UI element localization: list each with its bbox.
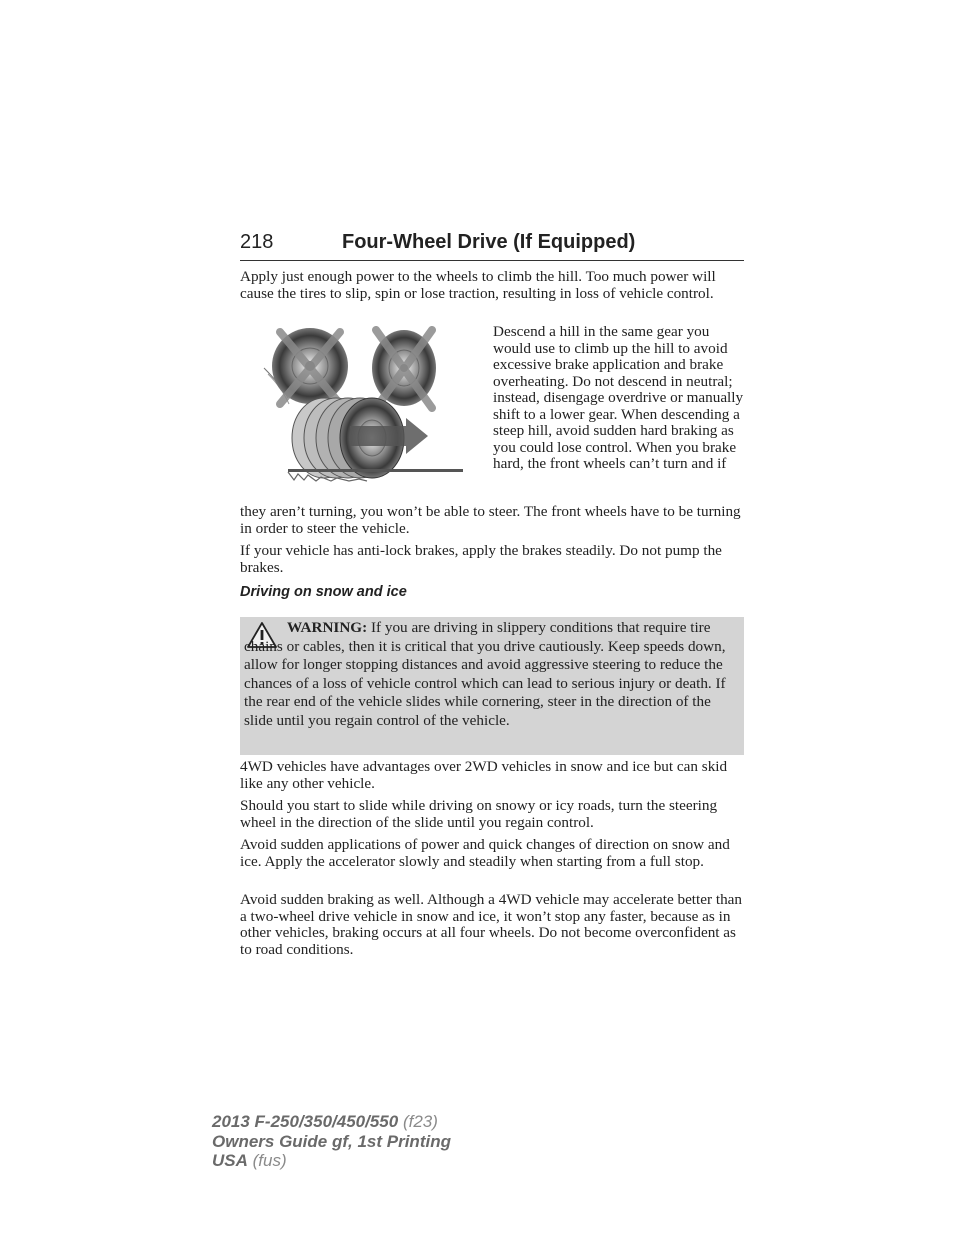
page-header [240, 228, 744, 261]
warning-box [240, 617, 744, 755]
paragraph-sudden-power: Avoid sudden applications of power and quick changes of direction on snow and ice. Apply the accelerator slowly and steadily when starting from a full stop. [240, 836, 730, 870]
paragraph-sudden-braking: Avoid sudden braking as well. Although a 4WD vehicle may accelerate better than a two-wheel drive vehicle in snow and ice, it won’t stop any faster, because as in other vehicles, braking occurs at all four wheels. Do not become overconfident as to road conditions. [240, 891, 742, 958]
warning-body: If you are driving in slippery conditions that require tire chains or cables, then it is critical that you drive cautiously. Keep speeds down, allow for longer stopping distances and avoid aggressive steering to reduce the chances of a loss of vehicle control which can lead to serious injury or death. If the rear end of the vehicle slides while cornering, steer in the direction of the slide until you regain control of the vehicle. [244, 619, 726, 729]
paragraph-descend-hill: Descend a hill in the same gear you would use to climb up the hill to avoid excessive brake application and brake overheating. Do not descend in neutral; instead, disengage overdrive or manually shift to a lower gear. When descending a steep hill, avoid sudden hard braking as you could lose control. When you brake hard, the front wheels can’t turn and if [493, 323, 744, 472]
paragraph-front-wheels: they aren’t turning, you won’t be able to steer. The front wheels have to be turning in order to steer the vehicle. [240, 503, 741, 537]
paragraph-anti-lock: If your vehicle has anti-lock brakes, apply the brakes steadily. Do not pump the brakes. [240, 542, 722, 576]
warning-text [244, 619, 736, 731]
paragraph-slide: Should you start to slide while driving on snowy or icy roads, turn the steering wheel in the direction of the slide until you regain control. [240, 797, 718, 831]
warning-label: WARNING: [287, 619, 368, 636]
paragraph-4wd-advantages: 4WD vehicles have advantages over 2WD vehicles in snow and ice but can skid like any other vehicle. [240, 758, 728, 792]
footer-line-region: USA (fus) [212, 1151, 287, 1170]
footer-line-guide: Owners Guide gf, 1st Printing [212, 1131, 451, 1151]
page-footer [212, 1112, 451, 1171]
page-title: Four-Wheel Drive (If Equipped) [342, 231, 636, 253]
paragraph-climb-power: Apply just enough power to the wheels to climb the hill. Too much power will cause the tires to slip, spin or lose traction, resulting in loss of vehicle control. [240, 268, 716, 302]
rolling-wheels-illustration [258, 326, 468, 491]
footer-line-model: 2013 F-250/350/450/550 (f23) [212, 1112, 438, 1131]
page-number: 218 [240, 231, 274, 253]
section-heading-snow-ice: Driving on snow and ice [240, 584, 407, 600]
